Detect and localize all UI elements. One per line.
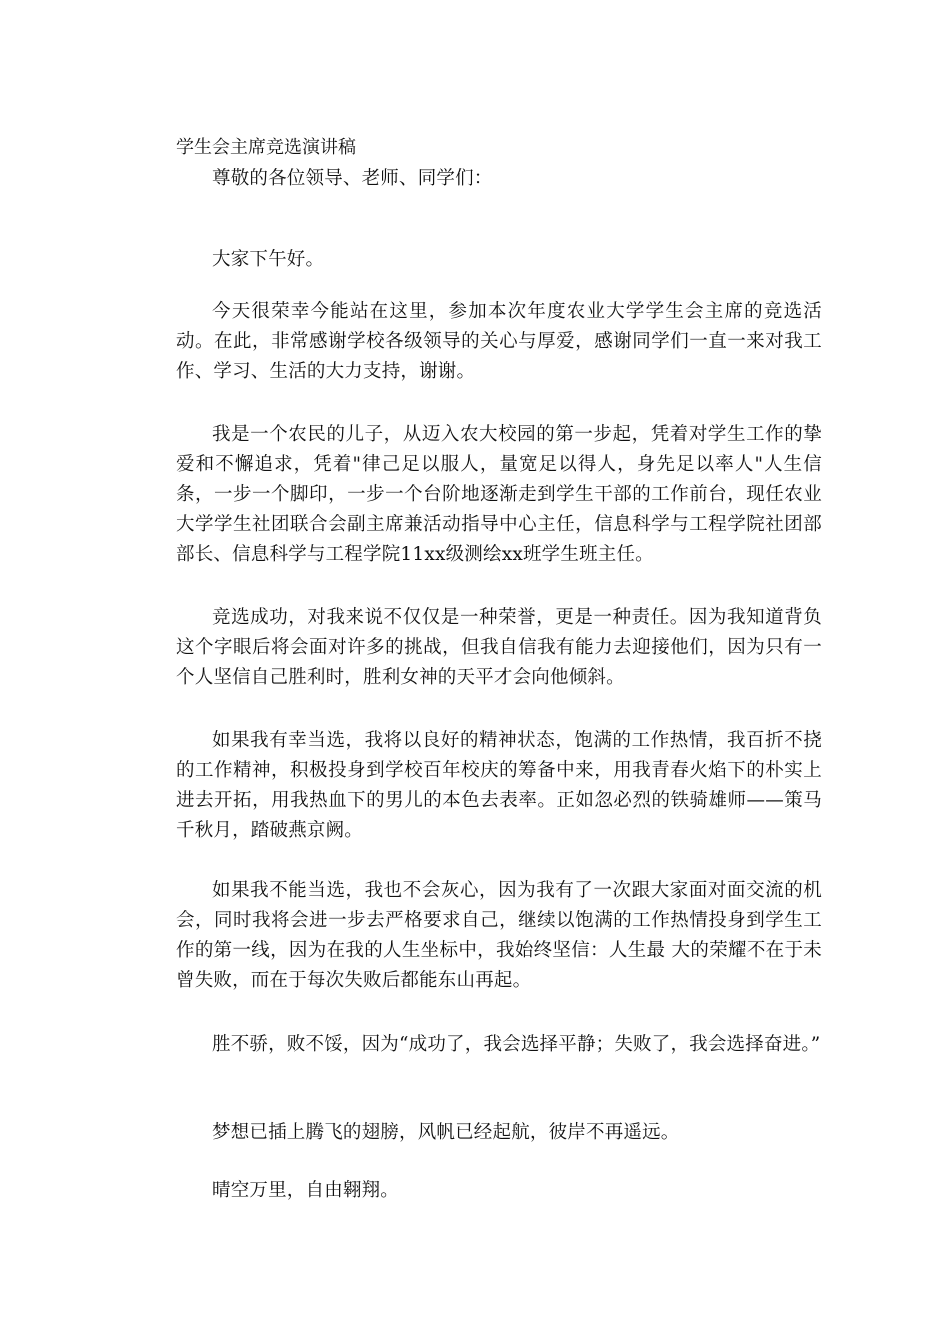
document-title: 学生会主席竞选演讲稿 [176,137,356,158]
body-paragraph: 梦想已插上腾飞的翅膀，风帆已经起航，彼岸不再遥远。 [212,1122,680,1143]
body-paragraph: 胜不骄，败不馁，因为“成功了，我会选择平静；失败了，我会选择奋进。” [212,1034,821,1055]
body-paragraph: 竞选成功，对我来说不仅仅是一种荣誉，更是一种责任。因为我知道背负这个字眼后将会面对许多的挑战，但我自信我有能力去迎接他们，因为只有一个人坚信自己胜利时，胜利女神的天平才会向他倾斜。 [176,607,822,688]
body-paragraph: 我是一个农民的儿子，从迈入农大校园的第一步起，凭着对学生工作的挚爱和不懈追求，凭着"律己足以服人，量宽足以得人，身先足以率人"人生信条，一步一个脚印，一步一个台阶地逐渐走到学生干部的工作前台，现任农业大学学生社团联合会副主席兼活动指导中心主任，信息科学与工程学院社团部部长、信息科学与工程学院11xx级测绘xx班学生班主任。 [176,424,822,565]
closing-paragraph: 晴空万里，自由翱翔。 [212,1180,400,1201]
body-paragraph: 如果我不能当选，我也不会灰心，因为我有了一次跟大家面对面交流的机会，同时我将会进一步去严格要求自己，继续以饱满的工作热情投身到学生工作的第一线，因为在我的人生坐标中，我始终坚信：人生最 大的荣耀不在于未曾失败，而在于每次失败后都能东山再起。 [176,880,822,991]
body-paragraph: 如果我有幸当选，我将以良好的精神状态，饱满的工作热情，我百折不挠的工作精神，积极投身到学校百年校庆的筹备中来，用我青春火焰下的朴实上进去开拓，用我热血下的男儿的本色去表率。正如忽必烈的铁骑雄师——策马千秋月，踏破燕京阙。 [176,730,822,841]
body-paragraph: 今天很荣幸今能站在这里，参加本次年度农业大学学生会主席的竞选活动。在此，非常感谢学校各级领导的关心与厚爱，感谢同学们一直一来对我工作、学习、生活的大力支持，谢谢。 [176,301,822,382]
salutation-paragraph: 尊敬的各位领导、老师、同学们： [212,168,493,189]
greeting-paragraph: 大家下午好。 [212,249,325,270]
